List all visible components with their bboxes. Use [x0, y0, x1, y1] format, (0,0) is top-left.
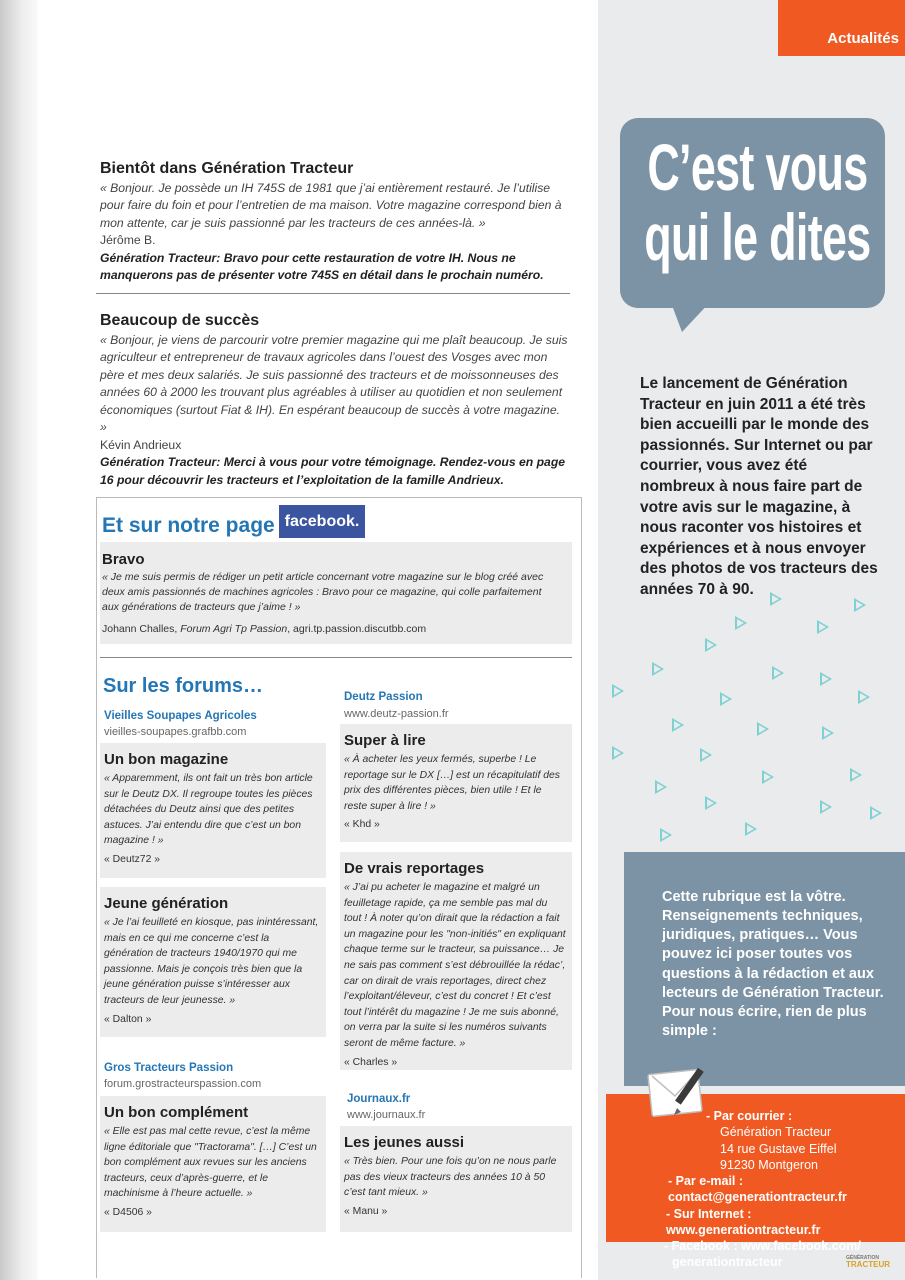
- triangle-icon: [700, 748, 712, 762]
- triangle-icon: [820, 672, 832, 686]
- post-title: Jeune génération: [104, 895, 229, 912]
- mail-address-line1: Génération Tracteur: [720, 1125, 832, 1140]
- triangle-icon: [772, 666, 784, 680]
- post-text: « Elle est pas mal cette revue, c’est la même ligne éditoriale que "Tractorama". […] C’est un bon complément aux revues sur les anciens tracteurs, ceux d’après-guerre, et le machinisme à l’heure actuelle. »: [104, 1126, 317, 1200]
- contact-details: [662, 1108, 905, 1271]
- triangle-icon: [660, 828, 672, 842]
- forum-post: [340, 724, 572, 842]
- triangle-icon: [850, 768, 862, 782]
- triangle-icon: [870, 806, 882, 820]
- email-line: - Par e-mail : contact@generationtracteur.fr: [668, 1174, 847, 1205]
- website-line: - Sur Internet : www.generationtracteur.fr: [666, 1206, 821, 1237]
- forum-post: [100, 1096, 326, 1232]
- facebook-line: - Facebook : www.facebook.com/: [664, 1239, 861, 1253]
- forum-source-url: www.deutz-passion.fr: [344, 708, 449, 720]
- mail-address-line2: 14 rue Gustave Eiffel: [720, 1141, 837, 1156]
- triangle-icon: [817, 620, 829, 634]
- post-text: « J’ai pu acheter le magazine et malgré un feuilletage rapide, ça me semble pas mal du tout ! À noter qu’on dirait que la rédaction a fait un magazine pour les "non-initiés" en expliquant chaque terme sur le tracteur, sa puissance… Je ne sais pas comment s’est débrouillée la rédac’, car on dirait de vrais reportages, direct chez l’exploitant/éleveur, c’est du concret ! Et c’est tout l’intérêt du magazine ! Je me suis abonné, on verra par la suite si les numéros suivants seront de même facture. »: [344, 882, 566, 1050]
- post-text: « À acheter les yeux fermés, superbe ! Le reportage sur le DX […] est un récapitulatif des prix des différentes pièces, bien utile ! Et le reste super à lire ! »: [344, 754, 561, 812]
- triangle-icon: [757, 722, 769, 736]
- forum-source-name: Journaux.fr: [347, 1093, 411, 1105]
- section-title-line2: qui le dites: [644, 200, 871, 274]
- triangle-icon: [705, 796, 717, 810]
- forum-source-name: Vieilles Soupapes Agricoles: [104, 710, 257, 722]
- intro-paragraph: Le lancement de Génération Tracteur en juin 2011 a été très bien accueilli par le monde des passionnés. Sur Internet ou par courrier, vous avez été nombreux à nous faire part de votre avis sur le magazine, à nous raconter vos histoires et expériences et à nous envoyer des photos de vos tracteurs des années 70 à 90.: [640, 375, 878, 599]
- mail-label: - Par courrier :: [706, 1109, 793, 1123]
- post-author: « D4506 »: [104, 1207, 152, 1219]
- triangle-icon: [612, 746, 624, 760]
- triangle-icon: [822, 726, 834, 740]
- post-author: « Khd »: [344, 819, 380, 831]
- post-title: De vrais reportages: [344, 860, 485, 877]
- triangle-icon: [655, 780, 667, 794]
- triangle-icon: [735, 616, 747, 630]
- letter-text: « Bonjour. Je possède un IH 745S de 1981 que j’ai entièrement restauré. Je l’utilise pour faire du foin et pour l’entretien de ma maison. Votre magazine correspond bien à mon attente, car je suis passionné par les tracteurs de ces années-là. »: [100, 181, 562, 230]
- forum-source-url: www.journaux.fr: [347, 1109, 426, 1121]
- section-tab-label: Actualités: [827, 30, 899, 47]
- section-tab: [778, 0, 905, 56]
- triangle-icon: [705, 638, 717, 652]
- triangle-icon: [612, 684, 624, 698]
- divider: [96, 293, 570, 294]
- response-text: : Bravo pour cette restauration de votre IH. Nous ne manquerons pas de présenter votre 745S en détail dans le prochain numéro.: [100, 250, 544, 283]
- logo-line1: GÉNÉRATION: [846, 1255, 879, 1261]
- forum-source-url: vieilles-soupapes.grafbb.com: [104, 726, 247, 738]
- post-title: Un bon complément: [104, 1104, 249, 1121]
- triangle-icon: [820, 800, 832, 814]
- section-title-line1: C’est vous: [647, 130, 868, 204]
- letter-response: [100, 454, 570, 489]
- post-title: Bravo: [102, 551, 145, 568]
- facebook-logo: facebook.: [279, 505, 365, 538]
- author-site: Forum Agri Tp Passion: [180, 623, 288, 635]
- triangle-icon: [720, 692, 732, 706]
- forum-source-name: Gros Tracteurs Passion: [104, 1062, 234, 1074]
- forum-source-name: Deutz Passion: [344, 691, 423, 703]
- brand-logo: [846, 1256, 890, 1269]
- post-text: « Apparemment, ils ont fait un très bon article sur le Deutz DX. Il regroupe toutes les pièces détachées du Deutz ainsi que des petites astuces. J’ai entendu dire que c’est un bon magazine ! »: [104, 773, 313, 847]
- rubrique-text: Cette rubrique est la vôtre. Renseignements techniques, juridiques, pratiques… Vous pouvez ici poser toutes vos questions à la rédaction et aux lecteurs de Génération Tracteur. Pour nous écrire, rien de plus simple :: [662, 889, 884, 1039]
- letter-text: « Bonjour, je viens de parcourir votre premier magazine qui me plaît beaucoup. Je suis agriculteur et entrepreneur de travaux agricoles dans l’ouest des Vosges avec mon père et mes deux salariés. Je suis passionné des tracteurs et de moissonneuses des années 60 à 2000 les trouvant plus agréables à utiliser au quotidien et non seulement économiques (surtout Fiat & IH). En espérant beaucoup de succès à votre magazine. »: [100, 333, 568, 435]
- response-label: Génération Tracteur: [100, 455, 217, 470]
- author-url: , agri.tp.passion.discutbb.com: [287, 623, 427, 635]
- page-gutter-shadow: [0, 0, 38, 1280]
- facebook-line-2: generationtracteur: [672, 1255, 783, 1270]
- post-author: « Manu »: [344, 1205, 388, 1217]
- divider: [100, 657, 572, 658]
- letter-1: [100, 160, 570, 285]
- post-author: « Charles »: [344, 1056, 398, 1068]
- triangle-icon: [672, 718, 684, 732]
- letter-title: Bientôt dans Génération Tracteur: [100, 160, 354, 177]
- section-title: [635, 130, 880, 274]
- speech-bubble-tail: [670, 300, 712, 332]
- post-title: Les jeunes aussi: [344, 1134, 465, 1151]
- letter-author: Jérôme B.: [100, 233, 156, 248]
- post-title: Super à lire: [344, 732, 426, 749]
- triangle-icon: [854, 598, 866, 612]
- post-author: « Dalton »: [104, 1013, 152, 1025]
- forum-source-url: forum.grostracteurspassion.com: [104, 1078, 262, 1090]
- facebook-post: [100, 542, 572, 644]
- forum-post: [100, 887, 326, 1037]
- response-text: : Merci à vous pour votre témoignage. Rendez-vous en page 16 pour découvrir les tracteurs et l’exploitation de la famille Andrieux.: [100, 455, 566, 487]
- logo-line2: TRACTEUR: [846, 1260, 890, 1269]
- forum-post: [340, 852, 572, 1070]
- post-author: « Deutz72 »: [104, 854, 161, 866]
- post-text: « Je me suis permis de rédiger un petit article concernant votre magazine sur le blog créé avec deux amis passionnés de machines agricoles : Bravo pour ce magazine, qui colle parfaitement aux générations de tracteurs que j’aime ! »: [102, 571, 544, 614]
- author-name: Johann Challes,: [102, 623, 181, 635]
- post-text: « Je l’ai feuilleté en kiosque, pas inintéressant, mais en ce qui me concerne c’est la génération de tracteurs 1940/1970 qui me passionne. Mais je conçois très bien que la jeune génération puisse s’intéresser aux tracteurs de leur jeunesse. »: [104, 917, 319, 1007]
- response-label: Génération Tracteur: [100, 250, 217, 265]
- triangle-icon: [770, 592, 782, 606]
- letter-title: Beaucoup de succès: [100, 312, 260, 329]
- forums-heading: Sur les forums…: [103, 675, 264, 697]
- letter-2: [100, 312, 570, 489]
- triangle-icon: [652, 662, 664, 676]
- post-text: « Très bien. Pour une fois qu’on ne nous parle pas des vieux tracteurs des années 10 à 50 c’est tant mieux. »: [344, 1156, 557, 1199]
- triangle-icon: [745, 822, 757, 836]
- post-author: [102, 623, 426, 635]
- letter-response: [100, 250, 570, 285]
- forum-post: [340, 1126, 572, 1232]
- mail-address-line3: 91230 Montgeron: [720, 1157, 818, 1172]
- triangle-icon: [858, 690, 870, 704]
- letter-author: Kévin Andrieux: [100, 437, 182, 452]
- post-title: Un bon magazine: [104, 751, 229, 768]
- triangle-icon: [762, 770, 774, 784]
- forum-post: [100, 743, 326, 878]
- facebook-heading: Et sur notre page: [102, 514, 275, 537]
